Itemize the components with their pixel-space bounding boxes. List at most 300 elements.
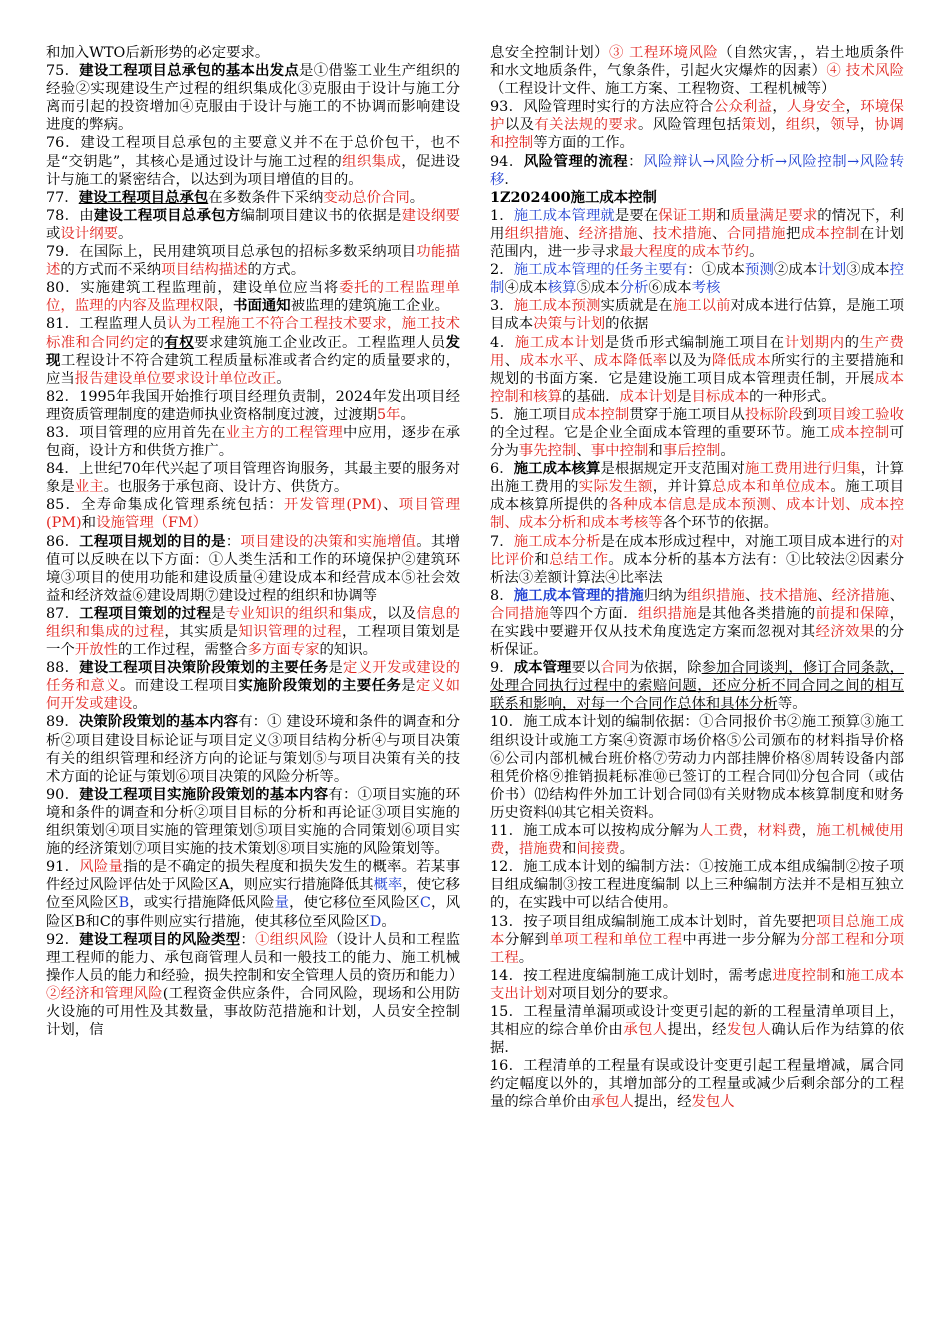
text-run: 为依据，除: [629, 660, 702, 677]
text-run: 、: [889, 587, 904, 604]
paragraph: [490, 587, 904, 659]
text-run: 单项工程和单位工程: [549, 931, 683, 948]
text-run: 生产费用: [490, 334, 904, 369]
text-run: 是要在: [614, 207, 659, 224]
text-run: 量: [274, 895, 290, 912]
paragraph: [46, 207, 460, 243]
text-run: 合同措施: [726, 225, 786, 242]
text-run: 、: [578, 352, 594, 369]
text-run: 设计纲要: [60, 225, 118, 242]
text-run: 12．施工成本计划的编制方法：①按施工成本组成编制②按子项目组成编制③按工程进度编制 以上三种编制方法并不是相互独立的，在实践中可以结合使用。: [490, 859, 904, 912]
text-run: 发包人: [691, 1094, 735, 1111]
paragraph: [490, 207, 904, 261]
paragraph: [490, 713, 904, 822]
text-run: 对项目划分的要求。: [547, 985, 678, 1002]
text-run: 15．工程量清单漏项或设计变更引起的新的工程量清单项目上，其相应的综合单价由: [490, 1003, 904, 1039]
text-run: ，: [218, 298, 234, 315]
text-run: 风险辩认→风险分析→风险控制→风险转移: [490, 153, 904, 188]
text-run: 间接费: [576, 841, 620, 858]
text-run: 技术措施: [652, 225, 712, 242]
paragraph: [490, 913, 904, 967]
text-run: 和: [648, 443, 663, 460]
text-run: ，使它移位至风险区: [289, 895, 420, 912]
paragraph: [46, 858, 460, 930]
text-run: 75．: [46, 63, 80, 80]
text-run: 事中控制: [590, 443, 649, 460]
text-run: 认为工程施工不符合工程技术要求，施工技术标准和合同约定: [46, 316, 460, 351]
text-run: 实施阶段策划的主要任务: [238, 677, 402, 695]
text-run: 计划: [817, 262, 847, 279]
text-run: 92．: [46, 931, 80, 948]
text-run: 的一种形式。: [749, 388, 836, 405]
text-run: 80．实施建筑工程监理前，建设单位应当将: [46, 280, 340, 297]
text-run: 16．工程清单的工程量有误或设计变更引起工程量增减，属合同约定幅度以外的，其增加部分的工程量或减少后剩余部分的工程量的综合单价由: [490, 1058, 904, 1111]
text-run: 合同措施: [490, 605, 550, 622]
text-run: 的基础．: [561, 388, 620, 405]
text-run: 概率: [373, 877, 403, 894]
text-run: 77．: [46, 189, 79, 206]
text-run: 成本控制: [571, 406, 630, 423]
text-run: 3．: [490, 298, 514, 315]
text-run: ，: [772, 99, 787, 116]
text-run: 的分析保证。: [490, 624, 904, 659]
paragraph: [490, 659, 904, 713]
text-run: 工程项目策划的过程: [79, 604, 212, 622]
text-run: 14．按工程进度编制施工成计划时，需考虑: [490, 967, 773, 984]
text-run: 承包人: [590, 1094, 634, 1111]
text-run: 控制: [490, 262, 904, 297]
text-run: 实际发生额: [578, 479, 653, 496]
text-run: 。: [409, 189, 425, 206]
text-run: 总结工作: [549, 551, 609, 568]
text-run: 前提和保障: [815, 605, 890, 622]
text-run: 9．: [490, 660, 514, 677]
text-run: C: [419, 895, 431, 912]
text-run: ，: [771, 117, 786, 134]
text-run: 指的是不确定的损失程度和损失发生的概率。若某事件经过风险评估处于风险区A，则应实行措施降低其: [46, 859, 460, 894]
paragraph: [490, 261, 904, 297]
text-run: 计划期内: [784, 334, 845, 351]
paragraph: [490, 1003, 904, 1057]
text-run: ，: [801, 823, 817, 840]
text-run: 。: [749, 244, 764, 261]
text-run: 人身安全: [786, 99, 846, 116]
text-run: 是其他各类措施的: [697, 605, 816, 622]
text-run: 最大程度的成本节约: [619, 244, 750, 261]
text-run: 中应用，逐步在承包商，设计方和供货方推广。: [46, 424, 460, 460]
text-run: ③ 工程环境风险: [609, 45, 719, 61]
text-run: 保证工期: [658, 207, 717, 224]
text-run: ⑤成本: [576, 280, 620, 297]
text-run: 多方面专家: [247, 642, 320, 659]
text-run: 、: [637, 225, 653, 242]
text-run: 确认后作为结算的依据．: [490, 1022, 904, 1057]
paragraph: [490, 334, 904, 406]
text-run: 。也服务于承包商、设计方、供货方。: [103, 479, 349, 496]
text-run: ，: [815, 117, 831, 134]
text-run: 88．: [46, 660, 80, 677]
text-run: ④成本: [504, 280, 548, 297]
text-run: 是成本预测、成本计划、成本控制、成本分析和成本考核等: [490, 497, 904, 532]
text-run: 工程设计不符合建筑工程质量标准或者合约定的质量要求的，应当: [46, 352, 460, 387]
text-run: 等。: [777, 696, 807, 713]
paragraph: [46, 134, 460, 188]
text-run: 83．项目管理的应用首先在: [46, 424, 226, 441]
text-run: 和: [81, 515, 97, 532]
text-run: 建设工程项目总承包的基本出发点: [79, 62, 300, 80]
text-run: 成本控制: [800, 225, 860, 242]
paragraph: [46, 930, 464, 1040]
text-run: 、: [576, 443, 591, 460]
text-run: （设计人员和工程监理工程师的能力、承包商管理人员和一般技工的能力、施工机械操作人员的能力和经验，损失控制和安全管理人员的资历和能力）: [46, 931, 464, 984]
text-run: 经济效果: [815, 624, 875, 640]
paragraph: [490, 44, 904, 98]
text-run: 、: [744, 587, 760, 604]
text-run: 5年: [377, 406, 401, 423]
text-run: 的依据: [605, 316, 649, 333]
text-run: ：①成本: [687, 262, 745, 279]
text-run: 。: [132, 696, 147, 713]
text-run: ，: [743, 823, 758, 840]
text-run: ，并计算: [652, 479, 712, 496]
text-run: B: [118, 895, 130, 912]
text-run: 90．: [46, 786, 80, 803]
text-run: ，其实质是: [164, 624, 239, 640]
text-run: 是货币形式编制施工项目在: [604, 334, 785, 351]
text-run: 成本管理: [513, 659, 572, 677]
text-run: 和: [716, 207, 731, 224]
text-run: 87．: [46, 605, 80, 622]
text-run: 建设工程项目总承包: [78, 188, 209, 206]
text-run: 76．建设工程项目总承包的主要意义并不在于总价包干，也不是“交钥匙”，其核心是通过设计与施工过程的: [46, 135, 460, 170]
text-run: 施工以前: [672, 298, 731, 315]
text-run: 91．: [46, 859, 80, 876]
text-run: 定义开发或建设的任务和意义: [46, 660, 460, 695]
text-run: 的方式。: [247, 262, 306, 279]
text-run: 成本水平: [519, 352, 579, 369]
text-run: 、: [563, 225, 579, 242]
text-run: （自然灾害，，岩土地质条件和水文地质条件，气象条件，引起火灾爆炸的因素）: [490, 45, 904, 80]
text-run: ⑥成本: [648, 280, 692, 297]
paragraph: [46, 243, 460, 279]
text-run: 13．按子项目组成编制施工成本计划时，首先要把: [490, 913, 817, 930]
text-run: ：: [240, 931, 256, 948]
paragraph: [490, 1057, 904, 1111]
text-run: ，工程项目策划是一个: [46, 624, 460, 659]
paragraph: [46, 605, 460, 659]
text-run: 78．由: [46, 207, 94, 224]
text-run: 协调和控制: [490, 117, 904, 152]
text-run: 实质就是在: [600, 298, 673, 315]
text-run: 施工机械使用费: [490, 823, 904, 858]
text-run: 施工成本预测: [513, 298, 601, 315]
text-run: 施工成本计划: [514, 334, 605, 351]
text-run: 1．: [490, 207, 514, 224]
text-run: 合同: [600, 660, 630, 677]
text-run: 分解到: [504, 931, 550, 948]
text-run: 施工成本管理的措施: [513, 586, 644, 604]
text-run: 材料费: [757, 823, 802, 840]
paragraph: [490, 533, 904, 587]
paragraph: [490, 189, 904, 207]
text-run: 各个环节的依据。: [662, 515, 778, 532]
text-run: 是①借鉴工业生产组织的经验②实现建设生产过程的组织集成化③克服由于设计与施工分离而引起的投资增加④克服由于设计与施工的不协调而影响建设进度的弊病。: [46, 63, 460, 134]
text-run: 工程项目规划的目的是: [79, 532, 226, 550]
text-run: ，使它移位至风险区: [46, 877, 460, 912]
text-run: 质量满足要求: [730, 207, 818, 224]
text-run: 到: [802, 406, 818, 423]
text-run: ③成本: [846, 262, 890, 279]
text-run: 。: [619, 841, 634, 858]
paragraph: [46, 460, 460, 496]
text-run: 进度控制: [772, 967, 831, 984]
text-run: 贯穿于施工项目从: [629, 406, 745, 423]
text-run: 的方式而不采纳: [60, 262, 162, 279]
text-run: ②成本: [773, 262, 818, 279]
text-run: ：: [628, 153, 644, 170]
text-run: 。风险管理包括: [637, 117, 742, 134]
text-run: 、: [711, 225, 727, 242]
text-run: 86．: [46, 533, 80, 550]
text-run: 组织措施: [687, 587, 745, 604]
text-run: (工程资金供应条件，合同风险，现场和公用防火设施的可用性及其数量，事故防范措施和计划，人员安全控制计划，信: [46, 985, 460, 1039]
text-run: 7．: [490, 533, 514, 550]
text-run: 承包人: [623, 1022, 668, 1039]
text-run: ①组织风险: [255, 931, 329, 948]
text-run: 决策与计划: [533, 316, 606, 333]
text-run: 是: [677, 388, 692, 405]
text-run: 。: [720, 443, 735, 460]
text-run: 施工成本支出计划: [490, 967, 904, 1002]
text-run: 组织措施: [638, 605, 698, 622]
text-run: 11．施工成本可以按构成分解为: [490, 823, 700, 840]
text-run: 所实行的主要措施和规划的书面方案．它是建设施工项目成本管理责任制，开展: [490, 352, 904, 387]
text-run: 是: [401, 678, 416, 695]
text-run: 在计划范围内，进一步寻求: [490, 225, 904, 261]
text-run: ，: [859, 117, 875, 134]
text-run: 成本控制: [830, 424, 890, 441]
text-run: 建设工程项目总承包方: [93, 206, 241, 224]
text-run: 项目管理(PM): [46, 497, 460, 532]
text-run: 以及为: [667, 352, 712, 369]
text-run: 要求建筑施工企业改正。工程监理人员: [194, 334, 446, 351]
text-run: 对成本进行估算，是施工项目成本: [490, 298, 904, 333]
text-run: 中再进一步分解为: [682, 931, 801, 948]
text-run: ，: [845, 99, 861, 116]
text-run: 核算: [547, 280, 577, 297]
text-run: 变动总价合同: [323, 189, 410, 206]
paragraph: [46, 496, 460, 532]
text-run: 的知识。: [319, 642, 378, 659]
text-run: 。: [117, 225, 133, 242]
paragraph: [490, 460, 904, 532]
text-run: 以及: [504, 117, 535, 134]
text-run: 经济措施: [831, 587, 890, 604]
text-run: 和: [830, 967, 846, 984]
text-run: 书面通知: [233, 297, 291, 315]
paragraph: [46, 189, 460, 207]
text-run: 的全过程。它是企业全面成本管理的重要环节。施工: [490, 424, 831, 441]
text-run: 提出，经: [667, 1022, 727, 1039]
text-run: 。而建设工程项目: [120, 678, 239, 695]
text-run: 对比评价: [490, 533, 904, 568]
text-run: 。: [518, 949, 534, 966]
text-run: 有权: [164, 333, 195, 351]
text-run: 组织集成: [342, 153, 402, 170]
text-run: 提出，经: [633, 1094, 692, 1111]
paragraph: [46, 315, 460, 387]
text-run: 技术措施: [759, 587, 818, 604]
text-run: ：: [225, 533, 241, 550]
text-run: 79．在国际上，民用建筑项目总承包的招标多数采纳项目: [46, 244, 417, 261]
text-run: 把: [785, 225, 801, 242]
text-run: 专业知识的组织和集成: [225, 605, 373, 622]
text-run: D: [369, 913, 382, 930]
paragraph: [490, 98, 904, 152]
paragraph: [490, 406, 904, 460]
text-run: ，促进设计与施工的紧密结合，以达到为项目增值的目的。: [46, 153, 460, 188]
text-run: 。施工项目成本核算所提供的: [490, 479, 904, 514]
text-run: 项目建设的决策和实施增值: [240, 533, 417, 550]
text-run: 和: [534, 551, 550, 568]
text-run: 成本控制和核算: [490, 370, 904, 405]
text-run: 归纳为: [643, 587, 688, 604]
text-run: 94．: [490, 153, 524, 170]
text-run: 成本降低率: [593, 352, 668, 369]
paragraph: [490, 153, 904, 189]
text-run: 施工成本分析: [513, 533, 601, 550]
text-run: 降低成本: [711, 352, 772, 369]
text-run: 。: [381, 913, 396, 930]
text-run: 策划: [741, 117, 772, 134]
text-run: 是在成本形成过程中，对施工项目成本进行的: [600, 533, 890, 550]
text-run: 报告建设单位要求设计单位改正: [74, 370, 277, 387]
text-run: ，或实行措施降低风险: [129, 895, 275, 912]
text-run: ．: [504, 171, 519, 188]
text-run: 施工费用进行归集: [745, 461, 861, 478]
text-run: ②经济和管理风险: [46, 985, 163, 1002]
text-run: 措施费: [518, 841, 562, 858]
text-run: 在多数条件下采纳: [208, 189, 324, 206]
text-run: 知识管理的过程: [238, 624, 342, 640]
paragraph: [490, 822, 904, 858]
text-run: 环境保护: [490, 99, 904, 134]
text-run: 的: [149, 334, 165, 351]
text-run: 、: [381, 497, 399, 514]
text-run: 有关法规的要求: [534, 117, 638, 134]
paragraph: [46, 424, 460, 460]
text-run: 经济措施: [578, 225, 638, 242]
text-run: 信息的组织和集成的过程: [46, 605, 460, 640]
text-run: 发包人: [726, 1022, 772, 1039]
text-run: 考核: [691, 280, 721, 297]
text-run: 委托的工程监理单位，监理的内容及监理权限: [46, 280, 460, 315]
text-run: 功能描述: [46, 244, 460, 279]
text-run: 建设工程项目实施阶段策划的基本内容: [79, 785, 329, 803]
right-column: [490, 44, 904, 1112]
text-run: 可分为: [490, 424, 904, 460]
text-run: 。: [400, 406, 415, 423]
text-run: 81．工程监理人员: [46, 316, 168, 333]
text-run: 89．: [46, 714, 79, 731]
text-run: 施工成本管理的任务主要有: [513, 262, 688, 279]
text-run: 决策阶段策划的基本内容: [78, 713, 239, 731]
text-run: 风险管理的流程: [523, 152, 629, 170]
paragraph: [46, 44, 460, 62]
text-run: 84．上世纪70年代兴起了项目管理咨询服务，其最主要的服务对象是: [46, 461, 460, 496]
text-run: 项目结构描述: [161, 262, 248, 279]
text-run: 等方面的工作。: [533, 135, 634, 152]
text-run: 风险量: [79, 859, 124, 876]
text-run: 的: [844, 334, 860, 351]
text-run: 被监理的建筑施工企业。: [290, 298, 449, 315]
text-run: 、: [817, 587, 832, 604]
text-run: 或: [46, 225, 61, 242]
text-run: 建设纲要: [401, 207, 460, 224]
text-run: 有：①项目实施的环境和条件的调查和分析②项目目标的分析和再论证③项目实施的组织策划④项目实施的管理策划⑤项目实施的合同策划⑥项目实施的经济策划⑦项目实施的技术策划⑧项目实施的风险策划等。: [46, 786, 460, 858]
text-run: 息安全控制计划）: [490, 45, 610, 61]
paragraph: [46, 713, 460, 785]
text-run: 业主方的工程管理: [225, 424, 344, 441]
text-run: ，在实践中要避开仅从技术角度选定方案而忽视对其: [490, 605, 904, 640]
text-run: 成本计划: [619, 388, 678, 405]
text-run: 预测: [744, 262, 774, 279]
text-run: 5．施工项目: [490, 406, 572, 423]
text-run: ，: [504, 841, 519, 858]
text-run: 的情况下，利用: [490, 207, 904, 242]
text-run: 业主: [74, 479, 104, 496]
text-run: 建设工程项目决策阶段策划的主要任务: [79, 659, 329, 677]
paragraph: [46, 533, 460, 605]
text-run: 93．风险管理时实行的方法应符合: [490, 99, 714, 116]
paragraph: [490, 858, 904, 912]
text-run: 设施管理（FM）: [96, 515, 208, 532]
text-run: 定义如何开发或建设: [46, 678, 460, 713]
text-run: 6．: [490, 461, 514, 478]
text-run: 施工成本核算: [513, 460, 601, 478]
text-run: 投标阶段: [745, 406, 803, 423]
text-run: 分部工程和分项工程: [490, 931, 904, 966]
text-run: 。其增值可以反映在以下方面：①人类生活和工作的环境保护②建筑环境③项目的使用功能和建设质量④建设成本和经营成本⑤社会效益和经济效益⑥建设周期⑦建设过程的组织和协调等: [46, 533, 460, 604]
text-run: 总成本和单位成本: [712, 479, 831, 496]
text-run: 开发管理(PM): [283, 497, 382, 514]
text-run: 发现: [46, 333, 460, 369]
text-run: 建设工程项目的风险类型: [79, 930, 241, 948]
text-run: 85．全寿命集成化管理系统包括：: [46, 497, 284, 514]
text-run: 开放性: [74, 642, 118, 659]
text-run: 事先控制: [518, 443, 577, 460]
paragraph: [490, 967, 904, 1003]
text-run: ，计算出施工费用的: [490, 461, 904, 496]
text-run: 是: [328, 660, 343, 677]
text-run: 1Z202400施工成本控制: [490, 188, 657, 206]
text-run: 。: [276, 370, 291, 387]
text-run: 和: [562, 841, 577, 858]
text-run: （工程设计文件、施工方案、工程物资、工程机械等）: [490, 81, 836, 98]
text-run: 分析: [619, 280, 649, 297]
text-run: 8．: [490, 587, 514, 604]
text-run: 的工作过程，需整合: [117, 642, 248, 659]
text-run: 82．1995年我国开始推行项目经理负责制，2024年发出项目经理资质管理制度的建造师执业资格制度过渡，过渡期: [46, 388, 460, 423]
text-run: 10．施工成本计划的编制依据：①合同报价书②施工预算③施工组织设计或施工方案④资源市场价格⑤公司颁布的材料指导价格⑥公司内部机械台班价格⑦劳动力内部挂牌价格⑧周转设备内部租凭价格⑨推销损耗标准⑩已签订的工程合同⑾分包合同（或估价书）⑿结构件外加工计划合同⒀有关财物成本核算制度和财务历史资料⒁其它相关资料。: [490, 714, 904, 821]
paragraph: [46, 388, 460, 424]
text-run: 事后控制: [662, 443, 721, 460]
text-run: ，风险区B和C的事件则应实行措施，使其移位至风险区: [46, 895, 460, 930]
text-run: 。成本分析的基本方法有：①比较法②因素分析法③差额计算法④比率法: [490, 551, 904, 586]
paragraph: [46, 786, 460, 858]
text-run: 编制项目建议书的依据是: [240, 207, 402, 224]
text-run: 4．: [490, 334, 515, 351]
